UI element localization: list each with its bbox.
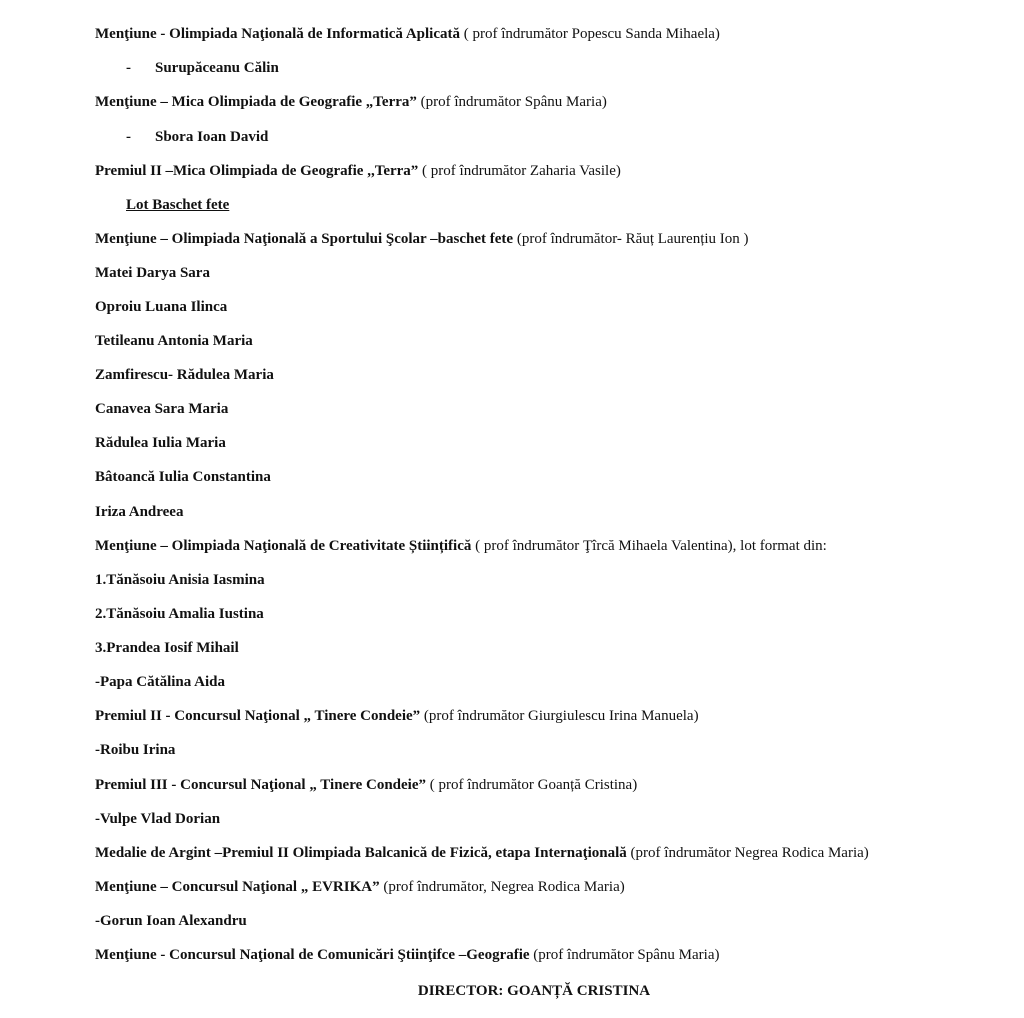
student-line <box>126 128 268 146</box>
student-name: Zamfirescu- Rădulea Maria <box>95 367 274 383</box>
award-title: Premiul II –Mica Olimpiada de Geografie ,,Terra” <box>95 163 419 179</box>
team-heading <box>126 196 229 214</box>
student-name: Surupăceanu Călin <box>155 60 279 76</box>
teacher-note: (prof îndrumător- Răuț Laurențiu Ion ) <box>513 231 749 247</box>
award-title: Menţiune - Concursul Naţional de Comunicări Ştiinţifce –Geografie <box>95 947 530 963</box>
director-signature-line: DIRECTOR: GOANȚĂ CRISTINA <box>417 983 651 999</box>
student-name: Iriza Andreea <box>95 504 184 520</box>
student-name: -Roibu Irina <box>95 742 176 758</box>
award-line <box>95 878 625 896</box>
award-line <box>95 230 749 248</box>
student-name: Matei Darya Sara <box>95 265 210 281</box>
award-line <box>95 707 699 725</box>
award-line <box>95 844 869 862</box>
award-title: Premiul III - Concursul Naţional „ Tinere Condeie” <box>95 777 426 793</box>
student-name: -Vulpe Vlad Dorian <box>95 811 221 827</box>
student-name: 1.Tănăsoiu Anisia Iasmina <box>95 572 265 588</box>
teacher-note: (prof îndrumător Negrea Rodica Maria) <box>626 845 869 861</box>
award-title: Menţiune – Concursul Naţional „ EVRIKA” <box>95 879 380 895</box>
award-line <box>95 25 720 43</box>
student-name: 2.Tănăsoiu Amalia Iustina <box>95 606 264 622</box>
award-title: Menţiune – Olimpiada Naţională de Creativitate Științifică <box>95 538 472 554</box>
team-heading-text: Lot Baschet fete <box>126 197 230 213</box>
award-line <box>95 776 637 794</box>
student-name: Tetileanu Antonia Maria <box>95 333 253 349</box>
student-name: -Gorun Ioan Alexandru <box>95 913 247 929</box>
teacher-note: ( prof îndrumător Zaharia Vasile) <box>418 163 621 179</box>
teacher-note: (prof îndrumător Spânu Maria) <box>416 94 607 110</box>
award-title: Premiul II - Concursul Naţional „ Tinere Condeie” <box>95 708 421 724</box>
award-title: Medalie de Argint –Premiul II Olimpiada Balcanică de Fizică, etapa Internaţională <box>95 845 627 861</box>
student-name: -Papa Cătălina Aida <box>95 674 226 690</box>
teacher-note: ( prof îndrumător Ţîrcă Mihaela Valentina), lot format din: <box>471 538 827 554</box>
award-title: Menţiune - Olimpiada Naţională de Informatică Aplicată <box>95 26 460 42</box>
award-line <box>95 946 720 964</box>
teacher-note: (prof îndrumător Spânu Maria) <box>529 947 720 963</box>
award-line <box>95 93 607 111</box>
student-name: Sbora Ioan David <box>155 129 269 145</box>
student-name: Rădulea Iulia Maria <box>95 435 226 451</box>
student-name: Canavea Sara Maria <box>95 401 229 417</box>
teacher-note: ( prof îndrumător Popescu Sanda Mihaela) <box>460 26 720 42</box>
award-line <box>95 162 621 180</box>
award-line <box>95 537 827 555</box>
student-name: Oproiu Luana Ilinca <box>95 299 228 315</box>
list-dash: - <box>126 129 131 145</box>
student-line <box>126 59 279 77</box>
teacher-note: ( prof îndrumător Goanță Cristina) <box>426 777 638 793</box>
teacher-note: (prof îndrumător, Negrea Rodica Maria) <box>379 879 625 895</box>
list-dash: - <box>126 60 131 76</box>
student-name: Bâtoancă Iulia Constantina <box>95 469 271 485</box>
award-title: Menţiune – Mica Olimpiada de Geografie „Terra” <box>95 94 417 110</box>
award-title: Menţiune – Olimpiada Naţională a Sportului Şcolar –baschet fete <box>95 231 514 247</box>
student-name: 3.Prandea Iosif Mihail <box>95 640 239 656</box>
teacher-note: (prof îndrumător Giurgiulescu Irina Manuela) <box>420 708 699 724</box>
